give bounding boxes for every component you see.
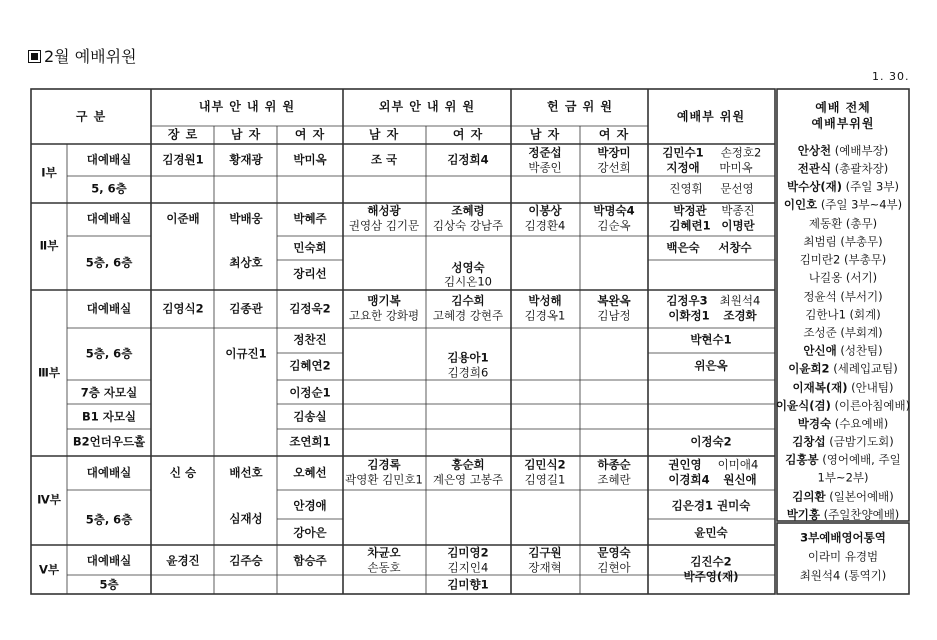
place-label: 대예배실 (86, 211, 132, 226)
all-list-role: 최범림 (부총무) (803, 234, 883, 249)
place-label: 5층 (99, 577, 119, 592)
cell-name: 강아은 (293, 525, 327, 540)
cell-name: 박종진 (721, 203, 755, 218)
cell-name: 문선영 (720, 181, 754, 196)
cell-name: 심재성 (229, 511, 263, 526)
cell-name: 마미옥 (719, 160, 753, 175)
header-offering: 헌 금 위 원 (547, 99, 613, 114)
cell-name: 손동호 (367, 560, 401, 575)
cell-name: 박미옥 (293, 152, 327, 167)
cell-name: 이준배 (166, 211, 200, 226)
place-label: 5층, 6층 (85, 346, 133, 361)
all-list-role: (주일 3부) (842, 179, 899, 194)
cell-name: 김진수2 (690, 554, 732, 569)
section-label: Ⅰ부 (41, 165, 57, 180)
cell-name: 배선호 (229, 465, 263, 480)
all-list-item (792, 490, 894, 505)
all-list-item (803, 326, 882, 341)
cell-name: 고혜경 강현주 (432, 308, 504, 323)
cell-name: 이정순1 (289, 385, 331, 400)
cell-name: 김수희 (451, 293, 485, 308)
cell-name: 윤경진 (166, 553, 200, 568)
cell-name: 조경화 (723, 308, 757, 323)
cell-name: 이정숙2 (690, 434, 732, 449)
cell-name: 김송실 (293, 409, 327, 424)
cell-name: 김남정 (597, 308, 631, 323)
cell-name: 조혜령 (451, 203, 485, 218)
cell-name: 이명란 (721, 218, 755, 233)
cell-name: 이화정1 (668, 308, 710, 323)
cell-name: 이규진1 (225, 346, 267, 361)
cell-name: 김미향1 (447, 577, 489, 592)
cell-name: 장리선 (293, 266, 327, 281)
cell-name: 강선희 (597, 160, 631, 175)
section-label: Ⅱ부 (39, 238, 59, 253)
cell-name: 맹기복 (367, 293, 401, 308)
cell-name: 박장미 (597, 145, 631, 160)
all-list-name: 전관식 (797, 161, 832, 176)
cell-name: 김지인4 (447, 560, 489, 575)
cell-name: 원신애 (723, 472, 757, 487)
header-off-male: 남 자 (529, 127, 561, 142)
all-list-item (803, 344, 882, 359)
cell-name: 위은옥 (694, 358, 728, 373)
all-list-role: 1부~2부) (817, 470, 869, 485)
all-list-item (803, 290, 882, 305)
cell-name: 최원석4 (719, 293, 761, 308)
cell-name: 서창수 (718, 240, 752, 255)
interp-title: 3부예배영어통역 (800, 530, 886, 545)
all-list-item (798, 144, 888, 159)
cell-name: 이미애4 (717, 457, 759, 472)
all-list-role: (세례입교팀) (829, 361, 898, 376)
cell-name: 김구원 (528, 545, 562, 560)
cell-name: 황재광 (229, 152, 263, 167)
cell-name: 고요한 강화평 (348, 308, 420, 323)
all-list-name: 이재복(재) (792, 380, 848, 395)
cell-name: 조혜란 (597, 472, 631, 487)
all-list-name: 박수상(재) (787, 179, 843, 194)
all-list-role: (안내팀) (847, 380, 894, 395)
header-outer-female: 여 자 (452, 127, 484, 142)
all-list-role: (주일 3부~4부) (817, 197, 903, 212)
cell-name: 김정희4 (447, 152, 489, 167)
interp-line: 최원석4 (통역기) (799, 568, 887, 583)
cell-name: 진영휘 (669, 181, 703, 196)
all-list-name: 이윤희2 (788, 361, 830, 376)
all-list-role: (주일찬양예배) (820, 507, 900, 522)
all-list-name: 이윤식(겸) (775, 398, 831, 413)
cell-name: 하종순 (597, 457, 631, 472)
cell-name: 김순옥 (597, 218, 631, 233)
cell-name: 박현수1 (690, 332, 732, 347)
cell-name: 김혜련1 (669, 218, 711, 233)
all-list-role: 김미란2 (부총무) (799, 252, 887, 267)
all-list-role: 제동환 (총무) (808, 216, 878, 231)
place-label: 대예배실 (86, 301, 132, 316)
all-list-item (798, 162, 888, 177)
cell-name: 김현아 (597, 560, 631, 575)
cell-name: 안경애 (293, 498, 327, 513)
all-list-role: 정윤석 (부서기) (803, 289, 883, 304)
all-list-role: (금밤기도회) (825, 434, 894, 449)
cell-name: 박정관 (673, 203, 707, 218)
cell-name: 박주영(재) (683, 569, 739, 584)
place-label: B1 자모실 (81, 409, 137, 424)
cell-name: 손정호2 (720, 145, 762, 160)
cell-name: 백은숙 (666, 240, 700, 255)
header-all-2: 예배부위원 (811, 116, 875, 131)
cell-name: 김종관 (229, 301, 263, 316)
cell-name: 조연희1 (289, 434, 331, 449)
cell-name: 김민식2 (524, 457, 566, 472)
cell-name: 신 승 (169, 465, 197, 480)
place-label: 7층 자모실 (80, 385, 138, 400)
all-list-name: 박경숙 (797, 416, 832, 431)
page-title: 2월 예배위원 (28, 44, 137, 67)
cell-name: 성영숙 (451, 260, 485, 275)
place-label: 5층, 6층 (85, 255, 133, 270)
header-gubun: 구 분 (75, 109, 107, 124)
header-inner: 내부 안 내 위 원 (198, 99, 296, 114)
all-list-name: 안신애 (803, 343, 837, 358)
cell-name: 민숙희 (293, 240, 327, 255)
all-list-item (784, 198, 902, 213)
cell-name: 차균오 (367, 545, 401, 560)
all-list-name: 안상천 (797, 143, 832, 158)
all-list-role: (일본어예배) (825, 489, 894, 504)
cell-name: 정준섭 (528, 145, 562, 160)
cell-name: 김미영2 (447, 545, 489, 560)
all-list-name: 박기홍 (786, 507, 821, 522)
cell-name: 오혜선 (293, 465, 327, 480)
cell-name: 김영식2 (162, 301, 204, 316)
all-list-name: 김의환 (792, 489, 826, 504)
cell-name: 김경희6 (447, 365, 489, 380)
section-label: Ⅲ부 (38, 365, 60, 380)
header-outer-male: 남 자 (368, 127, 400, 142)
cell-name: 이봉상 (528, 203, 562, 218)
cell-name: 김주승 (229, 553, 263, 568)
cell-name: 박종인 (528, 160, 562, 175)
cell-name: 김혜연2 (289, 358, 331, 373)
cell-name: 김용아1 (447, 350, 489, 365)
all-list-role: (성찬팀) (836, 343, 883, 358)
cell-name: 권인영 (668, 457, 702, 472)
cell-name: 곽영환 김민호1 (345, 472, 423, 487)
cell-name: 조 국 (370, 152, 398, 167)
all-list-role: (예배부장) (831, 143, 889, 158)
cell-name: 윤민숙 (694, 525, 728, 540)
all-list-role: (영어예배, 주일 (818, 452, 901, 467)
cell-name: 김상숙 강남주 (432, 218, 504, 233)
place-label: 대예배실 (86, 553, 132, 568)
header-outer: 외부 안 내 위 원 (378, 99, 476, 114)
cell-name: 김정욱2 (289, 301, 331, 316)
all-list-role: (이른아침예배) (830, 398, 911, 413)
place-label: 대예배실 (86, 152, 132, 167)
header-all-1: 예배 전체 (815, 100, 871, 115)
cell-name: 김시온10 (444, 274, 492, 289)
all-list-role: 나길옹 (서기) (808, 270, 878, 285)
header-ministry: 예배부 위원 (676, 109, 746, 124)
all-list-item (793, 381, 894, 396)
cell-name: 정찬진 (293, 332, 327, 347)
cell-name: 장재혁 (528, 560, 562, 575)
all-list-item (788, 362, 898, 377)
all-list-name: 이인호 (783, 197, 818, 212)
cell-name: 박성해 (528, 293, 562, 308)
cell-name: 이경희4 (668, 472, 710, 487)
all-list-item (776, 399, 910, 414)
all-list-item (805, 308, 881, 323)
all-list-item (800, 253, 887, 268)
cell-name: 김정우3 (666, 293, 708, 308)
all-list-item (798, 417, 888, 432)
all-list-item (809, 217, 877, 232)
cell-name: 함승주 (293, 553, 327, 568)
cell-name: 김은경1 권미숙 (671, 498, 751, 513)
all-list-name: 김창섭 (792, 434, 826, 449)
all-list-role: (수요예배) (831, 416, 889, 431)
header-jangro: 장 로 (167, 127, 199, 142)
cell-name: 계은영 고봉주 (432, 472, 504, 487)
place-label: 대예배실 (86, 465, 132, 480)
cell-name: 최상호 (229, 255, 263, 270)
interp-line: 이라미 유경범 (807, 549, 879, 564)
cell-name: 해성광 (367, 203, 401, 218)
header-off-female: 여 자 (598, 127, 630, 142)
cell-name: 김경옥1 (524, 308, 566, 323)
all-list-item (787, 180, 899, 195)
cell-name: 문영숙 (597, 545, 631, 560)
place-label: B2언더우드홀 (72, 434, 146, 449)
all-list-role: 조성준 (부회계) (803, 325, 883, 340)
cell-name: 복완옥 (597, 293, 631, 308)
all-list-item (787, 508, 900, 523)
all-list-role: 김한나1 (회계) (805, 307, 881, 322)
all-list-item (818, 471, 869, 486)
all-list-item (809, 271, 877, 286)
cell-name: 김경록 (367, 457, 401, 472)
header-inner-female: 여 자 (294, 127, 326, 142)
cell-name: 김경환4 (524, 218, 566, 233)
cell-name: 김영길1 (524, 472, 566, 487)
all-list-item (785, 453, 900, 468)
all-list-role: (총괄차장) (831, 161, 889, 176)
cell-name: 박혜주 (293, 211, 327, 226)
cell-name: 김경원1 (162, 152, 204, 167)
cell-name: 권영삼 김기문 (348, 218, 420, 233)
section-label: Ⅴ부 (38, 562, 60, 577)
cell-name: 박배웅 (229, 211, 263, 226)
section-label: Ⅳ부 (37, 492, 61, 507)
cell-name: 홍순희 (451, 457, 485, 472)
date-label: 1. 30. (872, 70, 910, 83)
cell-name: 박명숙4 (593, 203, 635, 218)
cell-name: 지정애 (666, 160, 700, 175)
place-label: 5, 6층 (91, 181, 127, 196)
all-list-item (803, 235, 882, 250)
all-list-item (792, 435, 894, 450)
place-label: 5층, 6층 (85, 512, 133, 527)
cell-name: 김민수1 (662, 145, 704, 160)
all-list-name: 김홍봉 (785, 452, 819, 467)
header-inner-male: 남 자 (230, 127, 262, 142)
